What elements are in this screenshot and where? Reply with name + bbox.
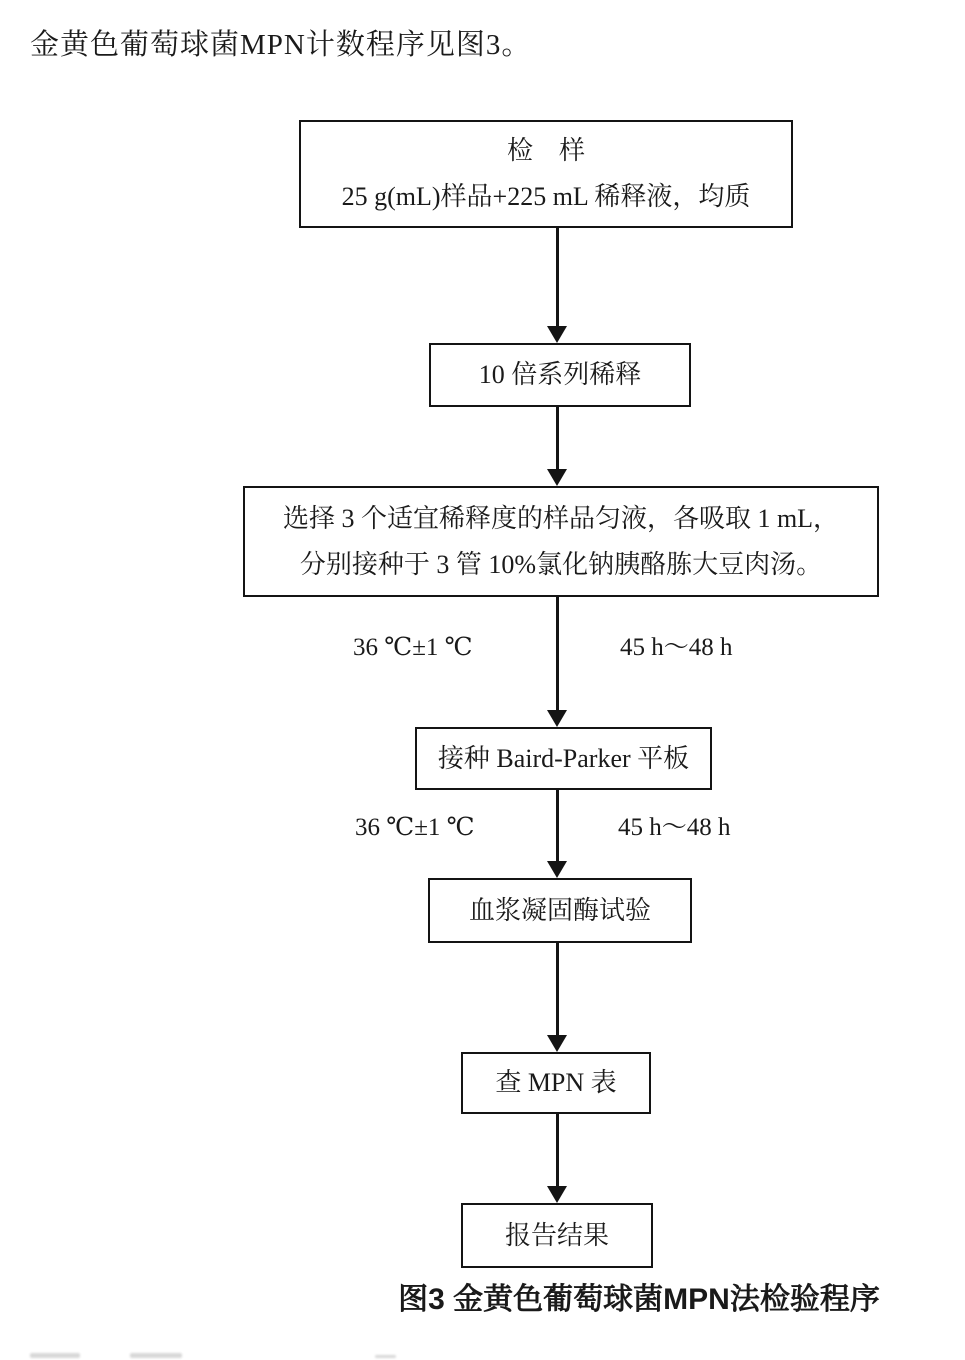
edge-label-duration-2: 45 h～48 h (618, 814, 731, 841)
flow-node-baird-parker-label: 接种 Baird-Parker 平板 (437, 743, 690, 773)
arrow-down-icon (547, 1035, 567, 1052)
arrow-down-icon (547, 1186, 567, 1203)
flow-node-inoculate-broth-line2: 分别接种于 3 管 10%氯化钠胰酪胨大豆肉汤。 (299, 549, 823, 579)
cutoff-next-line-fragment (375, 1355, 396, 1358)
intro-text: 金黄色葡萄球菌MPN计数程序见图3。 (30, 29, 532, 61)
flow-connector-line (556, 1114, 559, 1186)
flow-node-inoculate-broth-line1: 选择 3 个适宜稀释度的样品匀液，各吸取 1 mL， (282, 503, 840, 533)
arrow-down-icon (547, 326, 567, 343)
edge-label-duration-1: 45 h～48 h (620, 634, 733, 661)
flow-node-serial-dilution-label: 10 倍系列稀释 (478, 360, 642, 389)
flow-node-mpn-table (461, 1052, 651, 1114)
flow-node-serial-dilution (429, 343, 691, 407)
flow-node-sample-detail: 25 g(mL)样品+225 mL 稀释液，均质 (341, 182, 751, 211)
arrow-down-icon (547, 710, 567, 727)
arrow-down-icon (547, 469, 567, 486)
flow-node-sample-title: 检 样 (506, 136, 585, 165)
flow-node-report (461, 1203, 653, 1268)
flow-node-report-label: 报告结果 (504, 1220, 609, 1250)
edge-label-temperature-2: 36 ℃±1 ℃ (355, 814, 475, 841)
cutoff-next-line-fragment (130, 1353, 182, 1358)
flow-connector-line (556, 228, 559, 326)
flow-node-coagulase-test (428, 878, 692, 943)
flow-connector-line (556, 597, 559, 710)
flow-connector-line (556, 943, 559, 1035)
flow-connector-line (556, 407, 559, 469)
flow-node-inoculate-broth (243, 486, 879, 597)
flow-node-mpn-table-label: 查 MPN 表 (495, 1068, 617, 1097)
flow-node-baird-parker (415, 727, 712, 790)
flow-node-coagulase-test-label: 血浆凝固酶试验 (468, 895, 651, 925)
flow-connector-line (556, 790, 559, 861)
arrow-down-icon (547, 861, 567, 878)
cutoff-next-line-fragment (30, 1353, 80, 1358)
flow-node-sample (299, 120, 793, 228)
figure-caption: 图3 金黄色葡萄球菌MPN法检验程序 (398, 1283, 880, 1316)
edge-label-temperature-1: 36 ℃±1 ℃ (353, 634, 473, 661)
